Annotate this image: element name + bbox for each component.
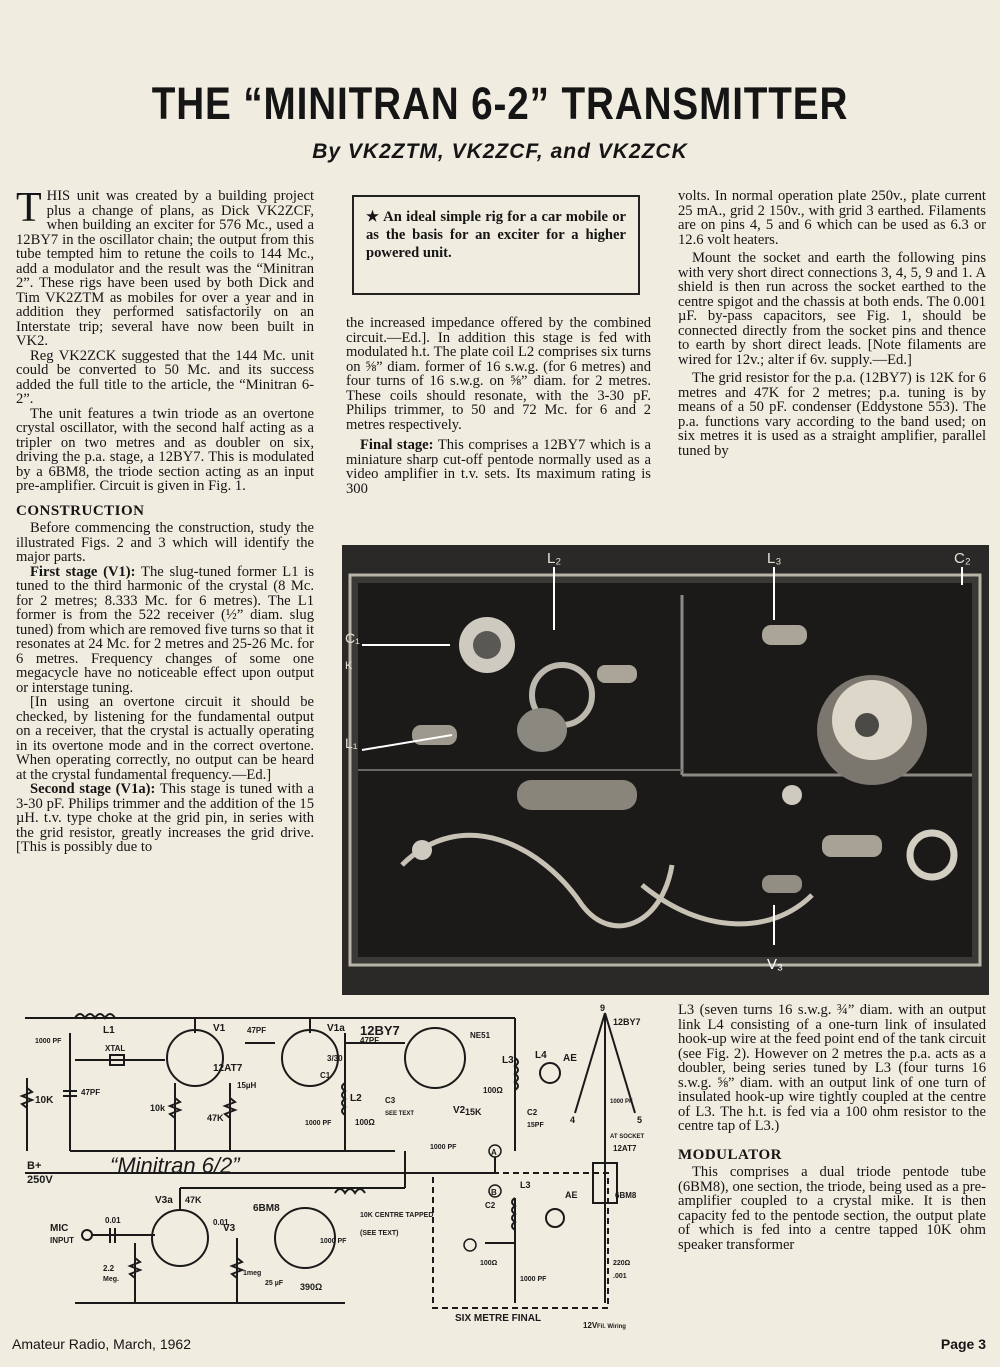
paragraph: Before commencing the construction, study the illustrated Figs. 2 and 3 which will identify the major parts. — [16, 520, 314, 565]
chassis-photo — [342, 545, 989, 995]
schem-v3: V3 — [223, 1223, 236, 1234]
schem-c15: 15PF — [527, 1122, 544, 1129]
column-2 — [346, 316, 651, 496]
photo-label-c2: C₂ — [954, 550, 971, 567]
schem-c47c: 47PF — [360, 1036, 380, 1045]
schem-c2: C2 — [527, 1108, 538, 1117]
schem-input: INPUT — [50, 1236, 74, 1245]
callout-box: ★ An ideal simple rig for a car mobile or as the basis for an exciter for a higher powered unit. — [352, 195, 640, 295]
schem-r10k-b: 10k — [150, 1103, 166, 1113]
schem-c22: 2.2 — [103, 1264, 115, 1273]
schem-b-node: B — [491, 1188, 497, 1197]
column-1 — [16, 185, 314, 855]
final-stage-label: Final stage: — [360, 437, 434, 453]
schem-ae: AE — [563, 1053, 577, 1064]
schem-nesi: NE51 — [470, 1031, 491, 1040]
paragraph: First stage (V1): The slug-tuned former L1 is tuned to the third harmonic of the crystal (8 Mc. for 2 metres; 8.333 Mc. for 6 metres). The L1 former is from the 522 receiver (½” diam. slug tuned) from which are removed five turns so that it resonates at 24 Mc. for 2 metres and 25-26 Mc. for 6 metres. Frequency changes of some one megacycle have no noticeable effect upon output or interstage tuning. — [16, 563, 314, 696]
schem-six-metre-final: SIX METRE FINAL — [455, 1313, 542, 1324]
circuit-schematic — [15, 1003, 655, 1333]
schem-see-text-b: (SEE TEXT) — [360, 1230, 399, 1237]
schem-ae-b: AE — [565, 1190, 578, 1200]
schem-c3: C3 — [385, 1096, 396, 1105]
schem-l1: L1 — [103, 1025, 115, 1036]
schem-title: “Minitran 6/2” — [110, 1153, 240, 1178]
schem-r220: 220Ω — [613, 1260, 631, 1267]
photo-label-l3: L₃ — [767, 550, 782, 567]
column-3 — [678, 189, 986, 458]
schem-r100: 100Ω — [355, 1118, 375, 1127]
schem-uh15: 15µH — [237, 1081, 257, 1090]
paragraph: L3 (seven turns 16 s.w.g. ¾” diam. with an output link L4 consisting of a one-turn link of insulated hook-up wire at the feed point end of the tank circuit (see Fig. 2). However on 2 metres the p.a. acts as a doubler, being series tuned by L3 (four turns 16 s.w.g. ⅝” diam. with an output link of one turn of insulated hook-up wire tightly coupled at the centre of L3. The h.t. is fed via a 100 ohm resistor to the centre tap of L3.) — [678, 1002, 986, 1134]
schem-c25: 25 µF — [265, 1280, 284, 1287]
schem-12at7: 12AT7 — [213, 1063, 243, 1074]
schem-12at7-b: 12AT7 — [613, 1144, 637, 1153]
schematic-diagram — [15, 1003, 655, 1333]
article-title: THE “MINITRAN 6-2” TRANSMITTER — [151, 78, 849, 129]
schem-c1: C1 — [320, 1071, 331, 1080]
construction-heading: CONSTRUCTION — [16, 502, 145, 519]
modulator-heading: MODULATOR — [678, 1146, 782, 1163]
schem-6bm8: 6BM8 — [253, 1203, 280, 1214]
photo-label-v3: V₃ — [767, 956, 784, 973]
paragraph: volts. In normal operation plate 250v., plate current 25 mA., grid 2 150v., with grid 3 earthed. Filaments are on pins 4, 5 and 6 which can be used as 6.3 or 12.6 volt heaters. — [678, 188, 986, 248]
schem-mic: MIC — [50, 1223, 69, 1234]
schem-centre-tapped: 10K CENTRE TAPPED — [360, 1212, 434, 1219]
paragraph: Second stage (V1a): This stage is tuned with a 3-30 pF. Philips trimmer and the addition of the 15 µH. t.v. type choke at the grid pin, in series with the grid resistor, greatly increases the grid drive. [This is possibly due to — [16, 781, 314, 855]
schem-l2: L2 — [350, 1093, 362, 1104]
schem-c1000e: 1000 PF — [520, 1276, 547, 1283]
schem-r1meg: 1meg — [243, 1270, 262, 1277]
schem-c1000c: 1000 PF — [430, 1144, 457, 1151]
schem-r390: 390Ω — [300, 1282, 323, 1292]
schem-socket: AT SOCKET — [610, 1134, 645, 1140]
schem-pin9: 9 — [600, 1003, 606, 1013]
paragraph: the increased impedance offered by the combined circuit.—Ed.]. In addition this stage is fed with modulated h.t. The plate coil L2 comprises six turns on ⅝” diam. former of 16 s.w.g. (for 6 metres) and four turns of 16 s.w.g. on ⅝” diam. for 2 metres. These coils should resonate, with the 3-30 pF. Philips trimmer, to 50 and 72 Mc. for 6 and 2 metres respectively. — [346, 315, 651, 433]
schem-c2b: C2 — [485, 1201, 496, 1210]
schem-c1000f: 1000 PF — [610, 1099, 633, 1105]
schem-c330: 3/30 — [327, 1054, 343, 1063]
intro-paragraph: THIS unit was created by a building project plus a change of plans, as Dick VK2ZCF, when building an exciter for 576 Mc., used a 12BY7 in the oscillator chain; the output from this tube tempted him to retune the coils to 144 Mc., add a modulator and the result was the “Minitran 2”. These rigs have been used by both Dick and Tim VK2ZTM as mobiles for over a year and in addition they performed satisfactorily on an Interstate trip; several have now been built in VK2. — [16, 185, 314, 349]
schem-pin5: 5 — [637, 1115, 643, 1125]
schem-v1a: V1a — [327, 1023, 345, 1034]
schem-xtal: XTAL — [105, 1044, 126, 1053]
schem-c001: 0.01 — [105, 1216, 121, 1225]
first-stage-label: First stage (V1): — [30, 563, 136, 580]
schem-r47k: 47K — [207, 1113, 224, 1123]
schem-l3: L3 — [502, 1055, 514, 1066]
paragraph: The unit features a twin triode as an overtone crystal oscillator, with the second half acting as a tripler on two metres and as doubler on six, driving the p.a. stage, a 12BY7. This is modulated by a 6BM8, the triode section acting as an input pre-amplifier. Circuit is given in Fig. 1. — [16, 405, 314, 494]
schem-250v: 250V — [27, 1174, 53, 1186]
paragraph: Reg VK2ZCK suggested that the 144 Mc. unit could be converted to 50 Mc. and its success added the full title to the article, the “Minitran 6-2”. — [16, 347, 314, 407]
schem-v2: V2 — [453, 1105, 466, 1116]
schem-12v: 12V — [583, 1321, 598, 1330]
second-stage-label: Second stage (V1a): — [30, 781, 156, 797]
paragraph: [In using an overtone circuit it should be checked, by listening for the fundamental output on a receiver, that the crystal is actually operating in its overtone mode and in the correct overtone. When operating correctly, no output can be heard at the crystal fundamental frequency.—Ed.] — [16, 694, 314, 783]
schem-r47k-b: 47K — [185, 1195, 202, 1205]
footer-page-number: Page 3 — [940, 1336, 986, 1352]
schem-meg: Meg. — [103, 1276, 119, 1283]
schem-12by7: 12BY7 — [360, 1023, 400, 1038]
paragraph: This comprises a dual triode pentode tube (6BM8), one section, the triode, being used as a pre-amplifier coupled to a crystal mike. It is then capacity fed to the pentode section, the output plate of which is fed into a centre tapped 10K ohm speaker transformer — [678, 1164, 986, 1253]
photo-label-k: K — [345, 660, 353, 672]
schem-pin4: 4 — [570, 1115, 576, 1125]
schem-see-text: SEE TEXT — [385, 1111, 415, 1117]
paragraph: Mount the socket and earth the following pins with very short direct connections 3, 4, 5, 9 and 1. A shield is then run across the socket earthed to the centre spigot and the chassis at both ends. The 0.001 µF. by-pass capacitors, see Fig. 1, should be connected directly from the socket pins and thence to earth by short direct leads. [Note filaments are wired for 12v.; alter if 6v. supply.—Ed.] — [678, 250, 986, 368]
schem-c1000: 1000 PF — [35, 1038, 62, 1045]
schem-fil: Fil. Wiring — [597, 1324, 626, 1330]
schem-6bm8-b: 6BM8 — [615, 1191, 637, 1200]
schem-r10k: 10K — [35, 1095, 54, 1106]
article-byline: By VK2ZTM, VK2ZCF, and VK2ZCK — [312, 140, 688, 163]
schem-r15k: 15K — [465, 1107, 482, 1117]
drop-cap: T — [16, 185, 42, 231]
photo-label-l2: L₂ — [547, 550, 562, 567]
schem-c47: 47PF — [81, 1088, 101, 1097]
schem-r100c: 100Ω — [480, 1260, 498, 1267]
schem-c1000d: 1000 PF — [320, 1238, 347, 1245]
schem-a-node: A — [491, 1148, 497, 1157]
footer-publication: Amateur Radio, March, 1962 — [12, 1336, 191, 1352]
schem-l4: L4 — [535, 1050, 547, 1061]
schem-12by7-pins: 12BY7 — [613, 1017, 641, 1027]
schem-c47b: 47PF — [247, 1026, 267, 1035]
schem-c001b: 0.01 — [213, 1218, 229, 1227]
schem-v3a: V3a — [155, 1195, 173, 1206]
paragraph: The grid resistor for the p.a. (12BY7) is 12K for 6 metres and 47K for 2 metres; p.a. tuning is by means of a 50 pF. condenser (Eddystone 553). The p.a. functions vary according to the band used; on six metres it is used as a straight amplifier, parallel tuned by — [678, 370, 986, 459]
schem-b-plus: B+ — [27, 1160, 42, 1172]
schem-l3b: L3 — [520, 1180, 531, 1190]
photo-label-c1: C₁ — [345, 630, 360, 646]
schem-r100b: 100Ω — [483, 1086, 503, 1095]
schem-c001c: .001 — [613, 1273, 627, 1280]
schem-v1: V1 — [213, 1023, 226, 1034]
column-4 — [678, 1003, 986, 1252]
paragraph: Final stage: This comprises a 12BY7 which is a miniature sharp cut-off pentode normally used as a video amplifier in t.v. sets. Its maximum rating is 300 — [346, 437, 651, 497]
chassis-photo-illustration — [342, 545, 989, 995]
schem-c1000b: 1000 PF — [305, 1120, 332, 1127]
photo-label-l1: L₁ — [345, 735, 358, 751]
